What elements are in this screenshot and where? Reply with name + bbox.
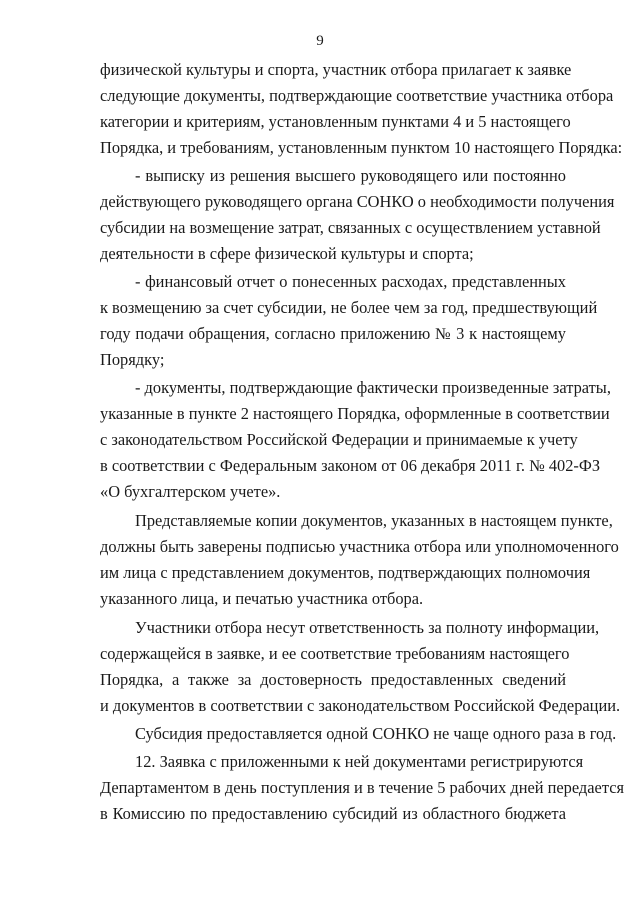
text-line: 12. Заявка с приложенными к ней документами регистрируются	[135, 752, 584, 771]
text-line: - выписку из решения высшего руководящего или постоянно	[135, 166, 566, 185]
text-line: с законодательством Российской Федерации и принимаемые к учету	[100, 430, 578, 449]
text-line: следующие документы, подтверждающие соответствие участника отбора	[100, 86, 614, 105]
text-line: году подачи обращения, согласно приложению № 3 к настоящему	[100, 324, 566, 343]
text-line: Субсидия предоставляется одной СОНКО не чаще одного раза в год.	[135, 724, 617, 743]
text-line: - документы, подтверждающие фактически произведенные затраты,	[135, 378, 611, 397]
text-line: - финансовый отчет о понесенных расходах, представленных	[135, 272, 566, 291]
text-line: «О бухгалтерском учете».	[100, 482, 281, 501]
text-line: Порядку;	[100, 350, 165, 369]
text-line: Департаментом в день поступления и в течение 5 рабочих дней передается	[100, 778, 625, 797]
text-line: деятельности в сфере физической культуры и спорта;	[100, 244, 474, 263]
text-line: действующего руководящего органа СОНКО о необходимости получения	[100, 192, 615, 211]
text-line: к возмещению за счет субсидии, не более чем за год, предшествующий	[100, 298, 598, 317]
text-line: Участники отбора несут ответственность за полноту информации,	[135, 618, 600, 637]
text-line: Представляемые копии документов, указанных в настоящем пункте,	[135, 511, 613, 530]
page-number: 9	[316, 33, 324, 49]
text-line: должны быть заверены подписью участника отбора или уполномоченного	[100, 537, 619, 556]
text-line: указанного лица, и печатью участника отбора.	[100, 589, 424, 608]
text-line: физической культуры и спорта, участник отбора прилагает к заявке	[100, 60, 572, 79]
text-line: Порядка, и требованиям, установленным пунктом 10 настоящего Порядка:	[100, 138, 623, 157]
text-line: категории и критериям, установленным пунктами 4 и 5 настоящего	[100, 112, 571, 131]
text-line: в Комиссию по предоставлению субсидий из областного бюджета	[100, 804, 566, 823]
text-line: указанные в пункте 2 настоящего Порядка, оформленные в соответствии	[100, 404, 610, 423]
text-line: и документов в соответствии с законодательством Российской Федерации.	[100, 696, 621, 715]
text-line: в соответствии с Федеральным законом от 06 декабря 2011 г. № 402-ФЗ	[100, 456, 601, 475]
text-line: им лица с представлением документов, подтверждающих полномочия	[100, 563, 591, 582]
text-line: содержащейся в заявке, и ее соответствие требованиям настоящего	[100, 644, 570, 663]
text-line: субсидии на возмещение затрат, связанных с осуществлением уставной	[100, 218, 601, 237]
text-line: Порядка, а также за достоверность предоставленных сведений	[100, 670, 566, 689]
